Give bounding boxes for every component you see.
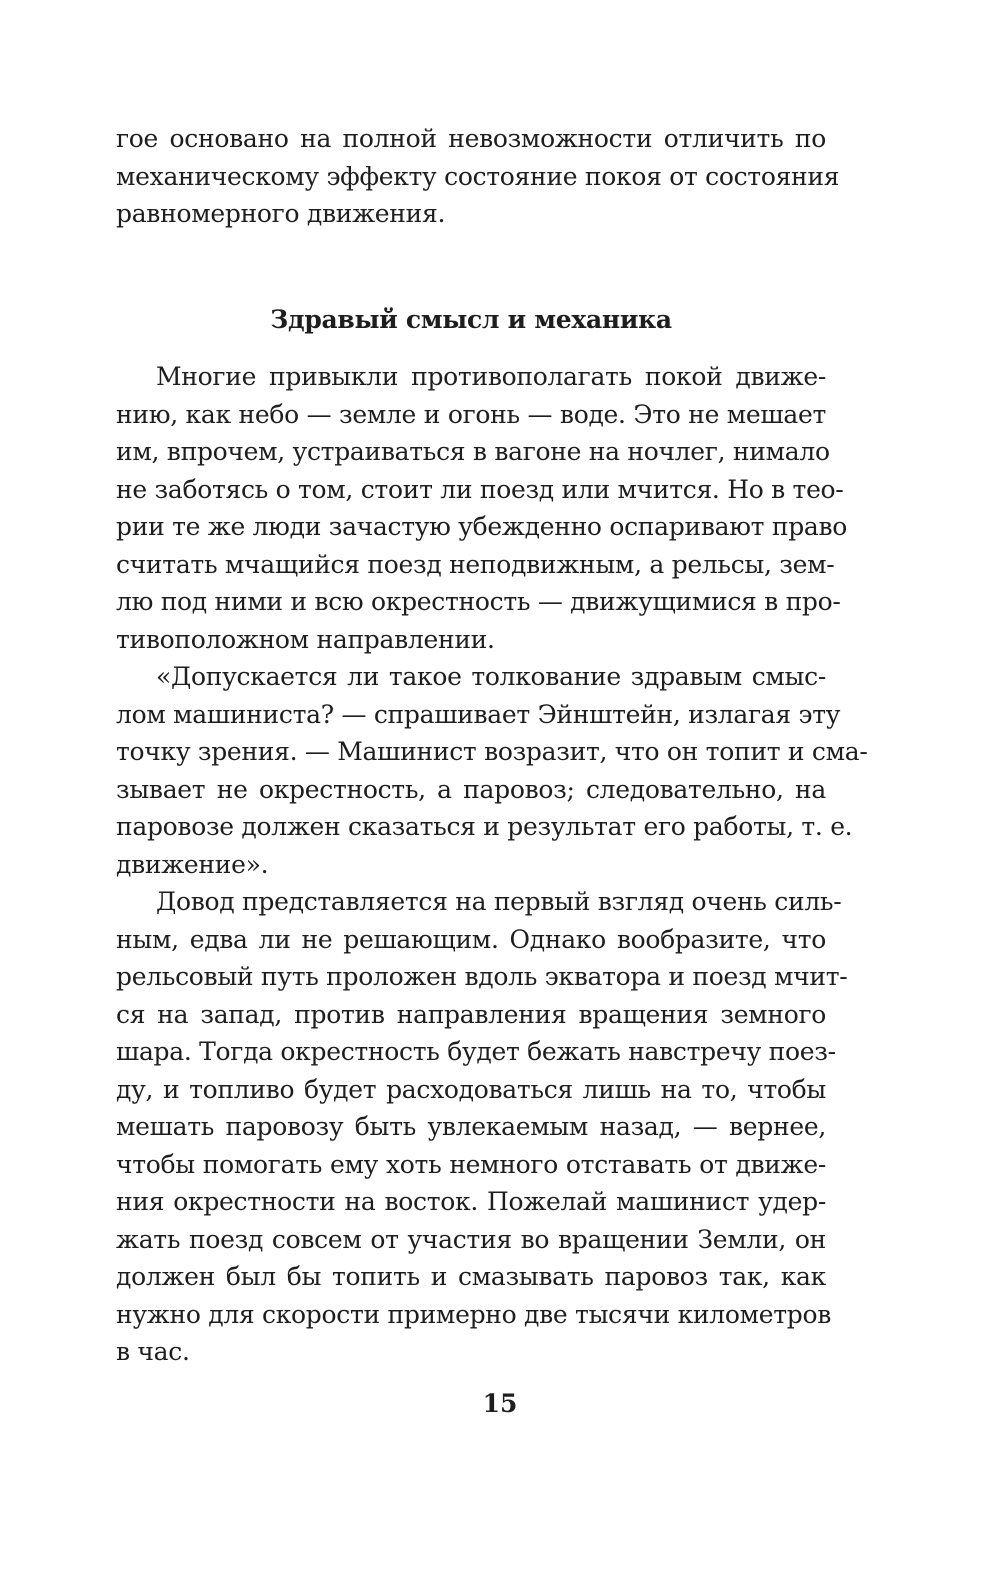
text-line: механическому эффекту состояние покоя от состояния [116, 161, 840, 191]
text-line: не заботясь о том, стоит ли поезд или мчится. Но в тео- [116, 474, 844, 504]
text-line: ния окрестности на восток. Пожелай машинист удер- [116, 1187, 826, 1216]
section-heading: Здравый смысл и механика [270, 304, 672, 334]
text-line: «Допускается ли такое толкование здравым смыс- [156, 662, 826, 691]
text-line: ным, едва ли не решающим. Однако вообразите, что [116, 924, 826, 954]
page-number: 15 [482, 1389, 518, 1418]
paragraph-2 [116, 658, 868, 883]
text-line: считать мчащийся поезд неподвижным, а рельсы, зем- [116, 549, 835, 579]
text-line: рии те же люди зачастую убежденно оспаривают право [116, 512, 848, 541]
text-line: нию, как небо — земле и огонь — воде. Это не мешает [116, 399, 826, 429]
paragraph-3 [116, 883, 848, 1371]
text-line: в час. [116, 1337, 190, 1366]
text-line: равномерного движения. [116, 199, 446, 228]
text-line: чтобы помогать ему хоть немного отставать от движе- [116, 1149, 826, 1179]
text-line: должен был бы топить и смазывать паровоз так, как [116, 1262, 826, 1291]
text-line: нужно для скорости примерно две тысячи километров [116, 1299, 832, 1329]
text-line: им, впрочем, устраиваться в вагоне на ночлег, нимало [116, 437, 830, 466]
page-body [116, 120, 868, 1371]
text-line: тивоположном направлении. [116, 624, 495, 654]
text-line: Многие привыкли противополагать покой движе- [156, 362, 826, 391]
text-line: шара. Тогда окрестность будет бежать навстречу поез- [116, 1037, 836, 1066]
text-line: гое основано на полной невозможности отличить по [116, 124, 826, 153]
text-line: ду, и топливо будет расходоваться лишь на то, чтобы [116, 1074, 826, 1104]
text-line: рельсовый путь проложен вдоль экватора и поезд мчит- [116, 962, 848, 991]
text-line: движение». [116, 849, 269, 879]
paragraph-1 [116, 358, 848, 658]
text-line: паровозе должен сказаться и результат его работы, т. е. [116, 812, 853, 841]
text-line: ся на запад, против направления вращения земного [116, 999, 826, 1029]
text-line: лом машиниста? — спрашивает Эйнштейн, излагая эту [116, 699, 841, 729]
text-line: лю под ними и всю окрестность — движущимися в про- [116, 587, 841, 616]
text-line: точку зрения. — Машинист возразит, что он топит и сма- [116, 737, 868, 766]
text-line: жать поезд совсем от участия во вращении Земли, он [116, 1224, 826, 1254]
text-line: зывает не окрестность, а паровоз; следовательно, на [116, 774, 826, 804]
text-line: мешать паровозу быть увлекаемым назад, — вернее, [116, 1112, 826, 1141]
intro-paragraph [116, 120, 840, 233]
text-line: Довод представляется на первый взгляд очень силь- [156, 887, 842, 916]
